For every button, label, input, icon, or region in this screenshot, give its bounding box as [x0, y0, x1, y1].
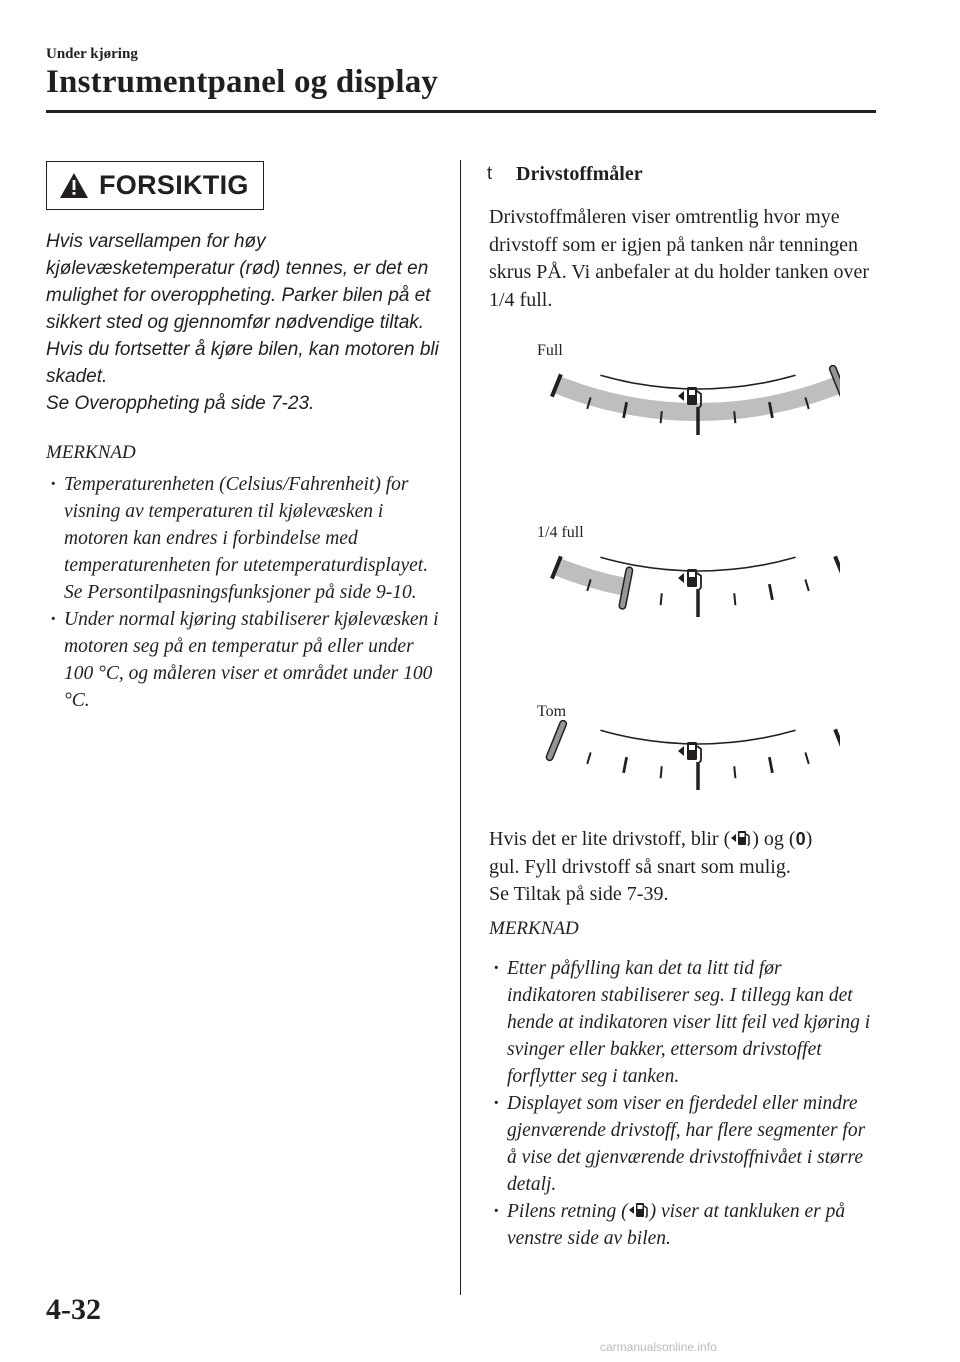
- gauge-tick: [587, 752, 590, 764]
- gauge-tick: [805, 579, 808, 591]
- fuel-heading: Drivstoffmåler: [516, 163, 643, 185]
- list-item: · Etter påfylling kan det ta litt tid før indikatoren stabiliserer seg. I tillegg kan det hende at indikatoren viser litt feil ved kjøring i svinger eller bakker, ettersom drivstoffet forflytter seg i tanken.: [489, 955, 874, 1090]
- section-marker: t: [487, 163, 493, 183]
- gauge-tick: [734, 411, 735, 423]
- low-fuel-text: Hvis det er lite drivstoff, blir ( ) og (0) gul. Fyll drivstoff så snart som mulig. Se Tiltak på side 7-39.: [489, 828, 813, 905]
- column-divider: [460, 160, 461, 1295]
- fuel-pump-icon: [678, 569, 701, 589]
- gauge-arc: [600, 730, 795, 744]
- gauge-tick: [769, 757, 772, 773]
- caution-body: [46, 228, 446, 417]
- fuel-gauge-full: [540, 365, 840, 465]
- list-item: · Under normal kjøring stabiliserer kjølevæsken i motoren seg på en temperatur på eller under 100 °C, og måleren viser et området under 100 °C.: [46, 606, 441, 714]
- gauge-tick: [805, 752, 808, 764]
- gauge-tick: [734, 593, 735, 605]
- gauge-label-quarter: 1/4 full: [537, 524, 584, 541]
- fuel-pump-icon: [678, 742, 701, 762]
- gauge-label-empty: Tom: [537, 703, 567, 720]
- warning-triangle-icon: [59, 172, 89, 199]
- gauge-tick: [661, 411, 662, 423]
- gauge-tick: [835, 556, 840, 578]
- fuel-door-arrow-icon: [628, 1201, 650, 1219]
- gauge-tick: [835, 729, 840, 751]
- note-ref: Se Persontilpasningsfunksjoner på side 9-10.: [64, 582, 417, 603]
- page-title: Instrumentpanel og display: [46, 64, 439, 100]
- note-list-left: [46, 471, 441, 714]
- fuel-gauge-empty: [540, 720, 840, 820]
- gauge-fill-band: [553, 558, 627, 596]
- fuel-door-arrow-icon: [730, 829, 752, 847]
- gauge-tick: [769, 584, 772, 600]
- gauge-tick: [661, 766, 662, 778]
- list-item: · Temperaturenheten (Celsius/Fahrenheit) for visning av temperaturen til kjølevæsken i motoren kan endres i forbindelse med temperaturenheten for utetemperaturdisplayet. Se Persontilpasningsfunksjoner på side 9-10.: [46, 471, 441, 606]
- page-number: 4-32: [46, 1293, 101, 1326]
- fuel-intro: Drivstoffmåleren viser omtrentlig hvor mye drivstoff som er igjen på tanken når tenningen skrus PÅ. Vi anbefaler at du holder tanken over 1/4 full.: [489, 206, 869, 311]
- caution-ref: Se Overoppheting på side 7-23.: [46, 393, 315, 414]
- gauge-label-full: Full: [537, 342, 563, 359]
- caution-box: [46, 161, 264, 210]
- note-heading-left: MERKNAD: [46, 442, 136, 463]
- gauge-tick: [624, 757, 627, 773]
- footer-watermark: carmanualsonline.info: [600, 1340, 717, 1354]
- caution-label: FORSIKTIG: [99, 170, 249, 200]
- header-rule: [46, 110, 876, 113]
- list-item: · Displayet som viser en fjerdedel eller mindre gjenværende drivstoff, har flere segmenter for å vise det gjenværende drivstoffnivået i større detalj.: [489, 1090, 874, 1198]
- section-label: Under kjøring: [46, 46, 138, 62]
- caution-text: Hvis varsellampen for høy kjølevæsketemperatur (rød) tennes, er det en mulighet for overoppheting. Parker bilen på et sikkert sted og gjennomfør nødvendige tiltak. Hvis du fortsetter å kjøre bilen, kan motoren bli skadet.: [46, 231, 439, 387]
- note-list-right: [489, 955, 874, 1252]
- zero-symbol: 0: [795, 829, 806, 849]
- note-heading-right: MERKNAD: [489, 918, 579, 939]
- low-fuel-ref: Se Tiltak på side 7-39.: [489, 883, 669, 905]
- gauge-needle: [622, 570, 629, 605]
- gauge-tick: [661, 593, 662, 605]
- gauge-needle: [550, 724, 563, 757]
- gauge-arc: [600, 375, 795, 389]
- fuel-gauge-quarter: [540, 547, 840, 647]
- list-item: · Pilens retning ( ) viser at tankluken er på venstre side av bilen.: [489, 1198, 874, 1252]
- gauge-tick: [734, 766, 735, 778]
